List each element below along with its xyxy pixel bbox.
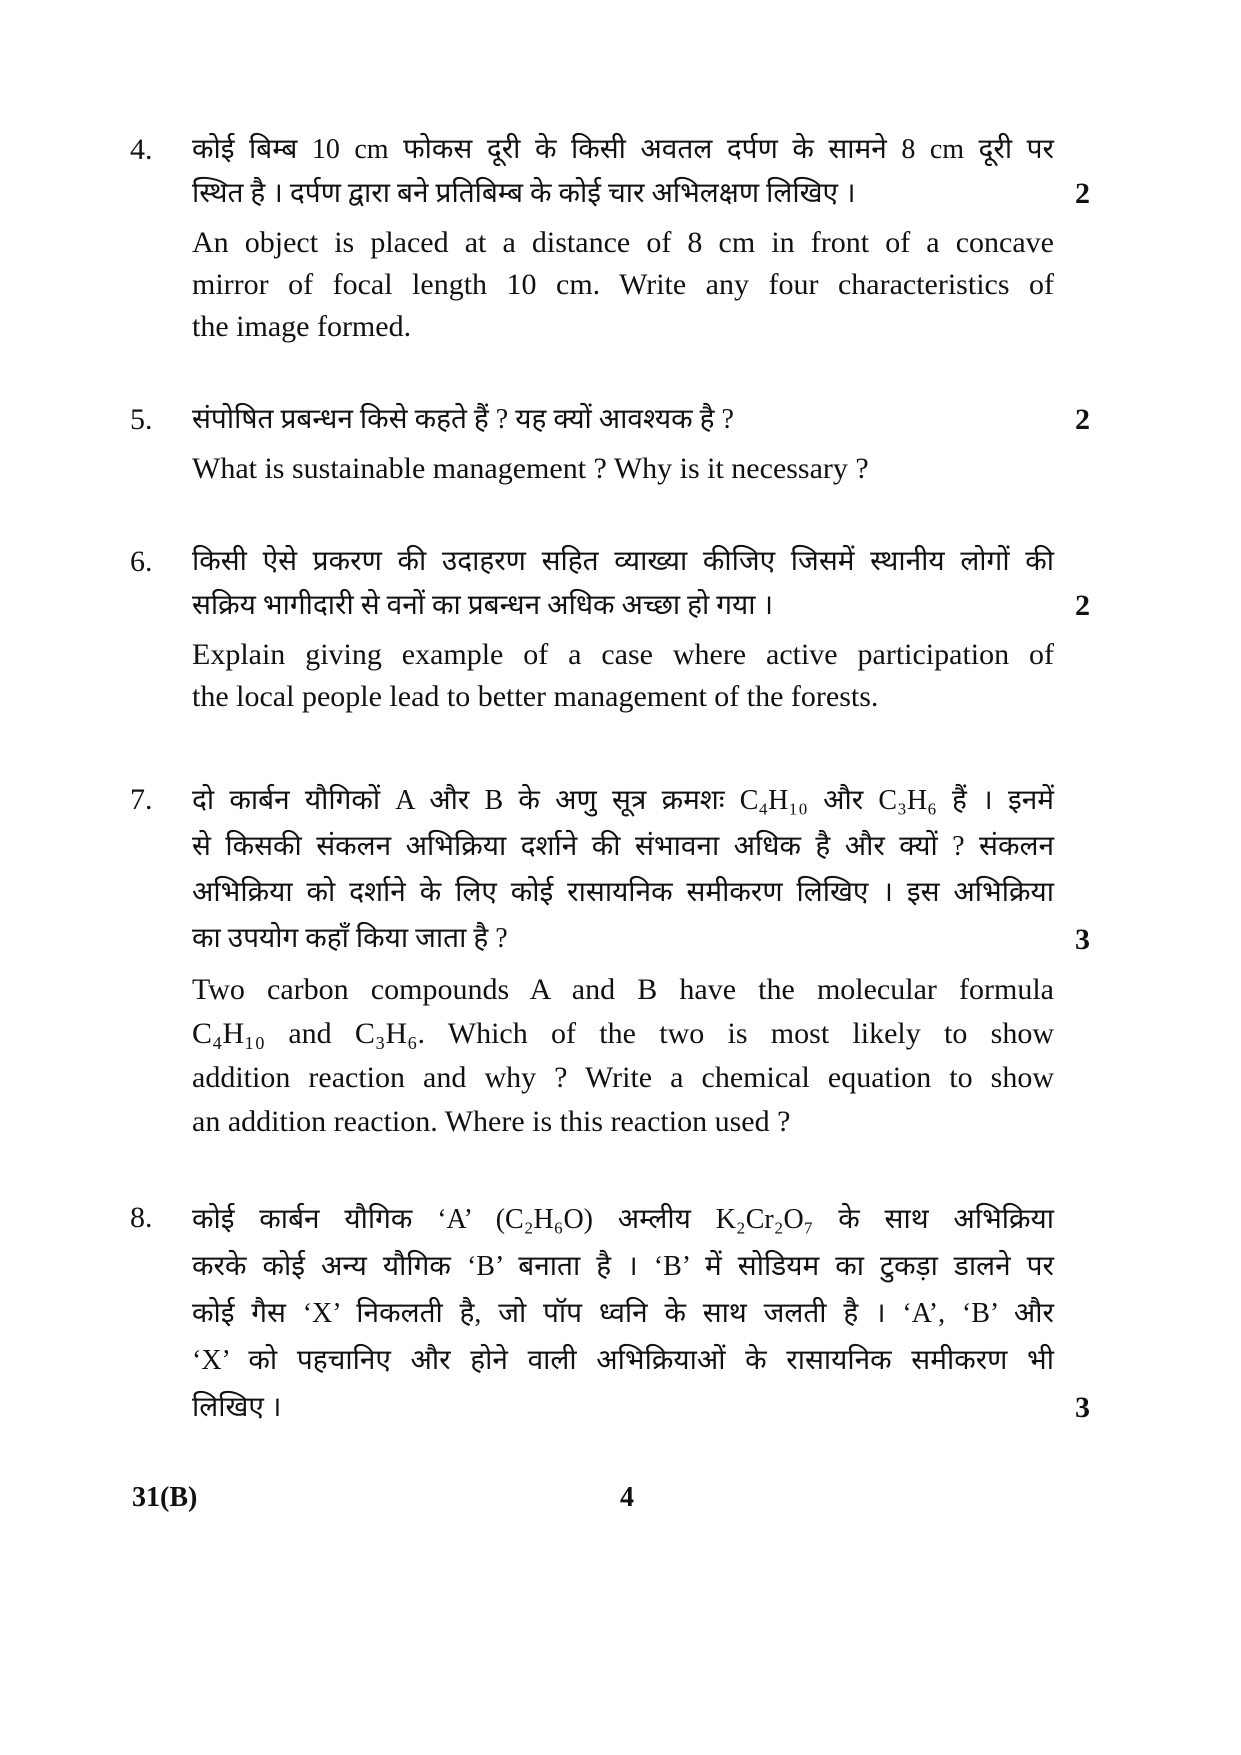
question-4 [130,128,1090,348]
hindi-line: कोई बिम्ब 10 cm फोकस दूरी के किसी अवतल दर्पण के सामने 8 cm दूरी पर [192,134,1054,165]
english-line: addition reaction and why ? Write a chemical equation to show [192,1061,1054,1094]
question-7 [130,778,1090,1144]
english-line: the image formed. [192,310,412,343]
question-8 [130,1196,1090,1431]
hindi-line: किसी ऐसे प्रकरण की उदाहरण सहित व्याख्या कीजिए जिसमें स्थानीय लोगों की [192,546,1054,577]
question-body [192,128,1054,348]
hindi-line: दो कार्बन यौगिकों A और B के अणु सूत्र क्रमशः C₄H₁₀ और C₃H₆ हैं । इनमें [192,785,1054,816]
marks-label: 3 [1075,1391,1090,1424]
hindi-line: संपोषित प्रबन्धन किसे कहते हैं ? यह क्यों आवश्यक है ? [192,404,734,435]
page-footer [132,1482,1092,1522]
marks-label: 3 [1075,923,1090,956]
question-number: 4. [130,133,153,166]
hindi-line: का उपयोग कहाँ किया जाता है ? [192,923,508,954]
english-line: mirror of focal length 10 cm. Write any four characteristics of [192,268,1054,301]
marks-label: 2 [1075,403,1090,436]
hindi-line: लिखिए । [192,1392,282,1423]
question-5 [130,398,1090,490]
english-line: an addition reaction. Where is this reaction used ? [192,1105,791,1138]
hindi-line: सक्रिय भागीदारी से वनों का प्रबन्धन अधिक अच्छा हो गया । [192,590,774,621]
question-body [192,778,1054,1144]
hindi-line: अभिक्रिया को दर्शाने के लिए कोई रासायनिक समीकरण लिखिए । इस अभिक्रिया [192,877,1054,908]
question-body [192,1196,1054,1431]
question-number: 6. [130,545,153,578]
hindi-line: कोई कार्बन यौगिक ‘A’ (C₂H₆O) अम्लीय K₂Cr₂O₇ के साथ अभिक्रिया [192,1204,1054,1235]
english-line: An object is placed at a distance of 8 cm in front of a concave [192,226,1054,259]
english-line: C₄H₁₀ and C₃H₆. Which of the two is most likely to show [192,1017,1054,1050]
english-line: What is sustainable management ? Why is it necessary ? [192,452,869,485]
question-6 [130,540,1090,718]
paper-code: 31(B) [132,1482,198,1513]
marks-label: 2 [1075,589,1090,622]
hindi-line: करके कोई अन्य यौगिक ‘B’ बनाता है । ‘B’ में सोडियम का टुकड़ा डालने पर [192,1251,1054,1282]
english-line: the local people lead to better management of the forests. [192,680,879,713]
english-line: Two carbon compounds A and B have the molecular formula [192,973,1054,1006]
hindi-line: से किसकी संकलन अभिक्रिया दर्शाने की संभावना अधिक है और क्यों ? संकलन [192,831,1054,862]
question-body [192,540,1054,718]
question-number: 7. [130,783,153,816]
marks-label: 2 [1075,177,1090,210]
hindi-line: स्थित है । दर्पण द्वारा बने प्रतिबिम्ब के कोई चार अभिलक्षण लिखिए । [192,178,856,209]
question-body [192,398,1054,490]
page-number: 4 [620,1482,634,1513]
question-number: 8. [130,1201,153,1234]
english-line: Explain giving example of a case where active participation of [192,638,1054,671]
question-number: 5. [130,403,153,436]
hindi-line: कोई गैस ‘X’ निकलती है, जो पॉप ध्वनि के साथ जलती है । ‘A’, ‘B’ और [192,1298,1054,1329]
hindi-line: ‘X’ को पहचानिए और होने वाली अभिक्रियाओं के रासायनिक समीकरण भी [192,1345,1054,1376]
